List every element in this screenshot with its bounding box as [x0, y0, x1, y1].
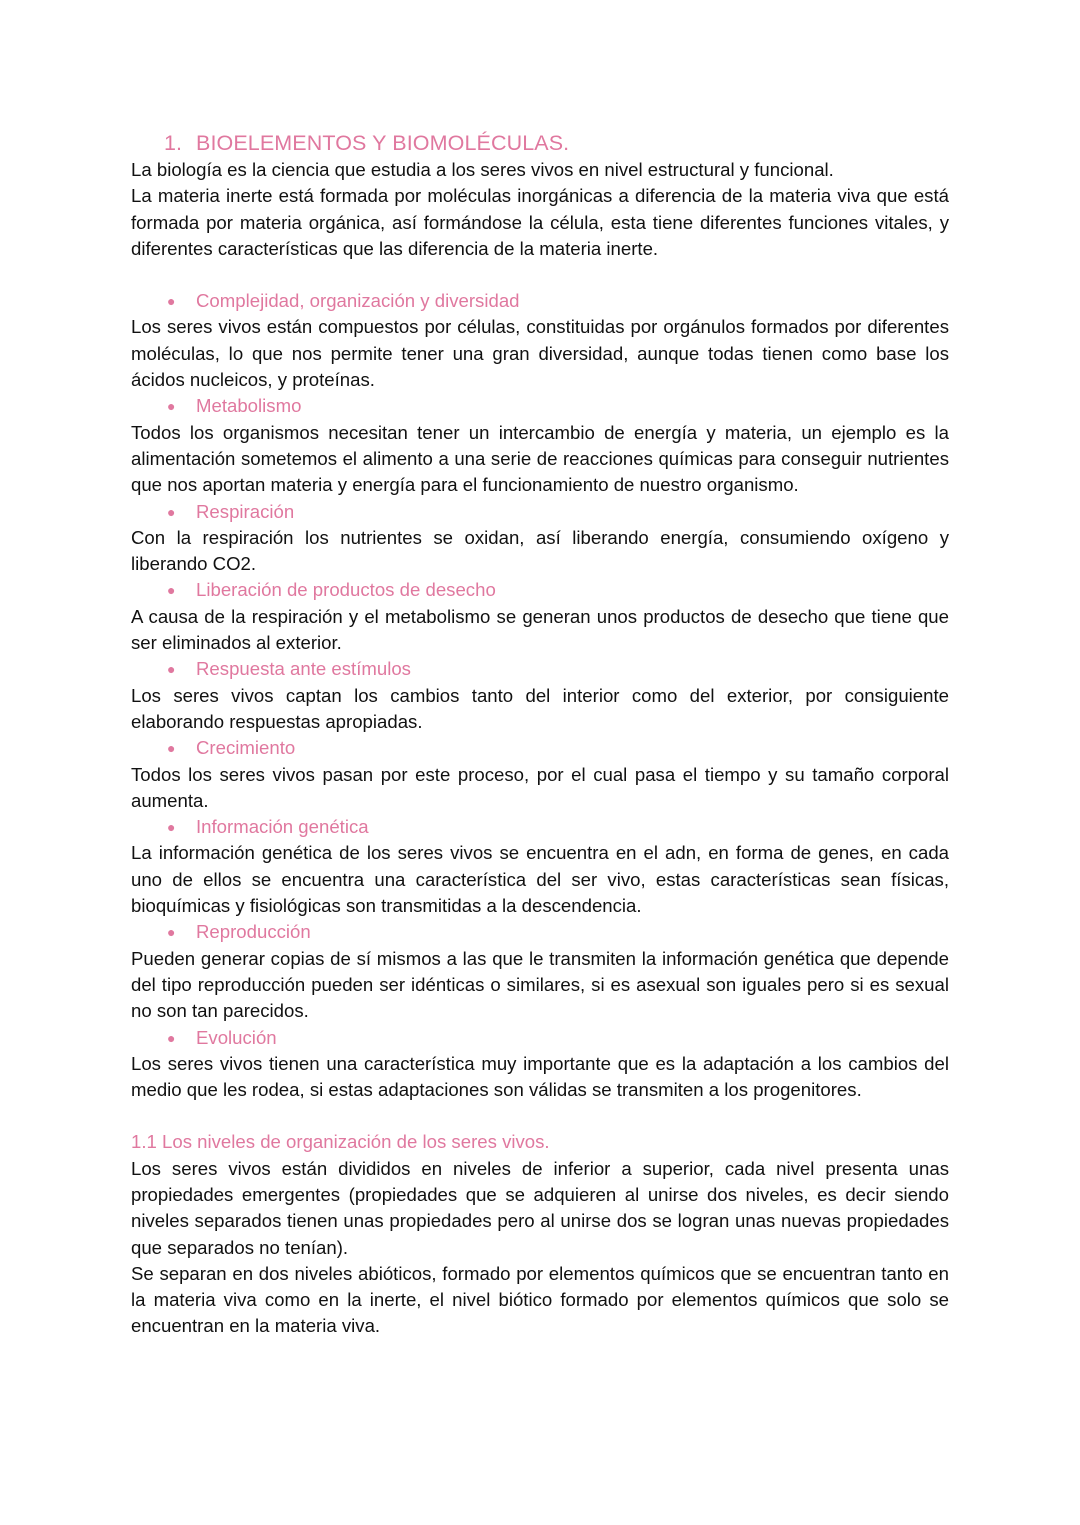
subsection-paragraph-1: Los seres vivos están divididos en niveles de inferior a superior, cada nivel presenta unas propiedades emergentes (propiedades que se adquieren al unirse dos niveles, es decir siendo niveles separados tienen unas propiedades pero al unirse dos se logran unas nuevas propiedades que separados no tenían).: [131, 1157, 949, 1258]
document-page: [131, 129, 949, 1340]
subsection-paragraph-2: Se separan en dos niveles abióticos, formado por elementos químicos que se encuentran tanto en la materia viva como en la inerte, el nivel biótico formado por elementos químicos que solo se encuentran en la materia viva.: [131, 1262, 949, 1337]
spacer: [131, 262, 949, 288]
spacer: [131, 1103, 949, 1129]
section-paragraph: Pueden generar copias de sí mismos a las que le transmiten la información genética que depende del tipo reproducción pueden ser idénticas o similares, si es asexual son iguales pero si es sexual no son tan parecidos.: [131, 947, 949, 1022]
bullet-dot-icon: ●: [167, 740, 176, 757]
section-paragraph: Los seres vivos están compuestos por células, constituidas por orgánulos formados por diferentes moléculas, lo que nos permite tener una gran diversidad, aunque todas tienen como base los ácidos nucleicos, y proteínas.: [131, 316, 949, 391]
bullet-dot-icon: ●: [167, 819, 176, 836]
bullet-title: Metabolismo: [196, 395, 302, 417]
bullet-dot-icon: ●: [167, 924, 176, 941]
bullet-item: [131, 499, 949, 525]
bullet-title: Crecimiento: [196, 737, 296, 759]
bullet-item: [131, 919, 949, 945]
bullet-item: [131, 814, 949, 840]
bullet-title: Respiración: [196, 500, 295, 522]
bullet-item: [131, 656, 949, 682]
section-heading: [164, 129, 949, 157]
bullet-title: Complejidad, organización y diversidad: [196, 290, 520, 312]
heading-title: BIOELEMENTOS Y BIOMOLÉCULAS.: [196, 131, 570, 155]
section-paragraph: Todos los seres vivos pasan por este proceso, por el cual pasa el tiempo y su tamaño corporal aumenta.: [131, 763, 949, 811]
bullet-dot-icon: ●: [167, 1029, 176, 1046]
bullet-item: [131, 1025, 949, 1051]
bullet-title: Liberación de productos de desecho: [196, 579, 496, 601]
bullet-item: [131, 577, 949, 603]
intro-paragraph-2: La materia inerte está formada por moléculas inorgánicas a diferencia de la materia viva que está formada por materia orgánica, así formándose la célula, esta tiene diferentes funciones vitales, y diferentes características que las diferencia de la materia inerte.: [131, 185, 949, 259]
subsection-heading: 1.1 Los niveles de organización de los seres vivos.: [131, 1131, 550, 1153]
bullet-item: [131, 393, 949, 419]
bullet-title: Evolución: [196, 1026, 277, 1048]
bullet-item: [131, 735, 949, 761]
section-paragraph: A causa de la respiración y el metabolismo se generan unos productos de desecho que tiene que ser eliminados al exterior.: [131, 605, 949, 654]
section-paragraph: Los seres vivos captan los cambios tanto del interior como del exterior, por consiguiente elaborando respuestas apropiadas.: [131, 684, 949, 732]
intro-paragraph-1: La biología es la ciencia que estudia a los seres vivos en nivel estructural y funcional.: [131, 159, 834, 180]
heading-number: 1.: [164, 131, 183, 155]
bullet-dot-icon: ●: [167, 661, 176, 678]
bullet-title: Respuesta ante estímulos: [196, 658, 411, 680]
section-paragraph: Todos los organismos necesitan tener un intercambio de energía y materia, un ejemplo es la alimentación sometemos el alimento a una serie de reacciones químicas para conseguir nutrientes que nos aportan materia y energía para el funcionamiento de nuestro organismo.: [131, 421, 949, 496]
section-paragraph: Con la respiración los nutrientes se oxidan, así liberando energía, consumiendo oxígeno y liberando CO2.: [131, 526, 949, 575]
bullet-title: Información genética: [196, 816, 369, 838]
bullet-dot-icon: ●: [167, 582, 176, 599]
bullet-title: Reproducción: [196, 921, 311, 943]
bullet-item: [131, 288, 949, 314]
bullet-dot-icon: ●: [167, 293, 176, 310]
bullet-dot-icon: ●: [167, 503, 176, 520]
bullet-dot-icon: ●: [167, 398, 176, 415]
section-paragraph: Los seres vivos tienen una característica muy importante que es la adaptación a los cambios del medio que les rodea, si estas adaptaciones son válidas se transmiten a los progenitores.: [131, 1052, 949, 1101]
section-paragraph: La información genética de los seres vivos se encuentra en el adn, en forma de genes, en cada uno de ellos se encuentra una característica del ser vivo, estas características sean físicas, bioquímicas y fisiológicas son transmitidas a la descendencia.: [131, 842, 949, 917]
